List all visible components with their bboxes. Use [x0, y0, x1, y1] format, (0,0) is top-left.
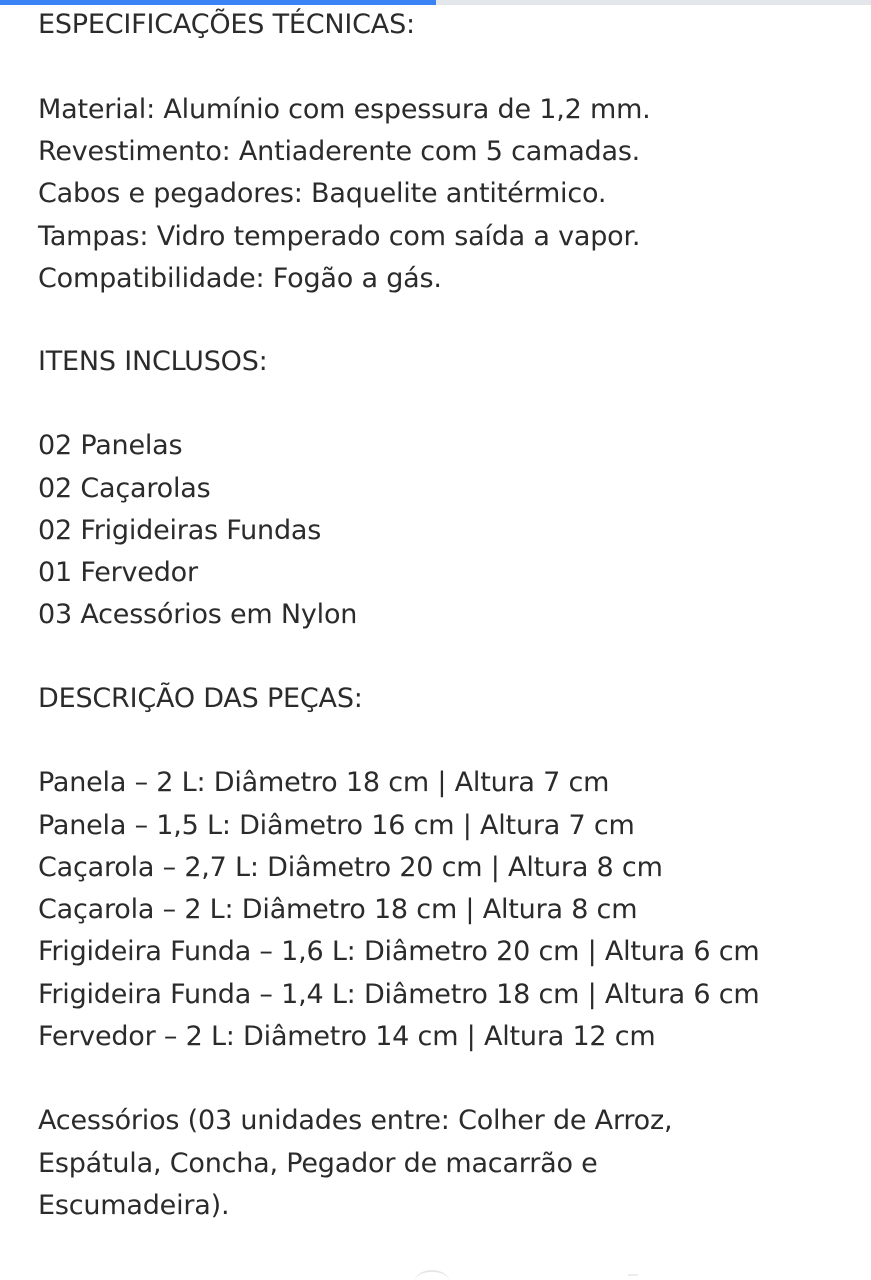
item-line: 03 Acessórios em Nylon: [38, 599, 358, 630]
item-line: 02 Caçarolas: [38, 473, 211, 504]
piece-line: Fervedor – 2 L: Diâmetro 14 cm | Altura 12 cm: [38, 1021, 656, 1052]
partial-divider-edge: [628, 1274, 638, 1280]
section-title-descricao: DESCRIÇÃO DAS PEÇAS:: [38, 683, 363, 714]
piece-line: Caçarola – 2,7 L: Diâmetro 20 cm | Altura 8 cm: [38, 852, 663, 883]
spec-line: Material: Alumínio com espessura de 1,2 mm.: [38, 94, 651, 125]
accessories-line: Acessórios (03 unidades entre: Colher de Arroz,: [38, 1105, 673, 1136]
spec-line: Tampas: Vidro temperado com saída a vapor.: [38, 221, 641, 252]
section-title-especificacoes: ESPECIFICAÇÕES TÉCNICAS:: [38, 9, 415, 40]
partial-icon-edge: [415, 1270, 449, 1280]
section-title-itens: ITENS INCLUSOS:: [38, 346, 268, 377]
spec-line: Compatibilidade: Fogão a gás.: [38, 263, 442, 294]
piece-line: Frigideira Funda – 1,4 L: Diâmetro 18 cm | Altura 6 cm: [38, 979, 760, 1010]
accessories-line: Escumadeira).: [38, 1190, 230, 1221]
piece-line: Frigideira Funda – 1,6 L: Diâmetro 20 cm | Altura 6 cm: [38, 936, 760, 967]
item-line: 02 Panelas: [38, 430, 183, 461]
piece-line: Caçarola – 2 L: Diâmetro 18 cm | Altura 8 cm: [38, 894, 638, 925]
item-line: 01 Fervedor: [38, 557, 198, 588]
spec-line: Revestimento: Antiaderente com 5 camadas.: [38, 136, 641, 167]
piece-line: Panela – 2 L: Diâmetro 18 cm | Altura 7 cm: [38, 767, 610, 798]
spec-line: Cabos e pegadores: Baquelite antitérmico.: [38, 178, 607, 209]
item-line: 02 Frigideiras Fundas: [38, 515, 322, 546]
accessories-line: Espátula, Concha, Pegador de macarrão e: [38, 1148, 598, 1179]
piece-line: Panela – 1,5 L: Diâmetro 16 cm | Altura 7 cm: [38, 810, 635, 841]
